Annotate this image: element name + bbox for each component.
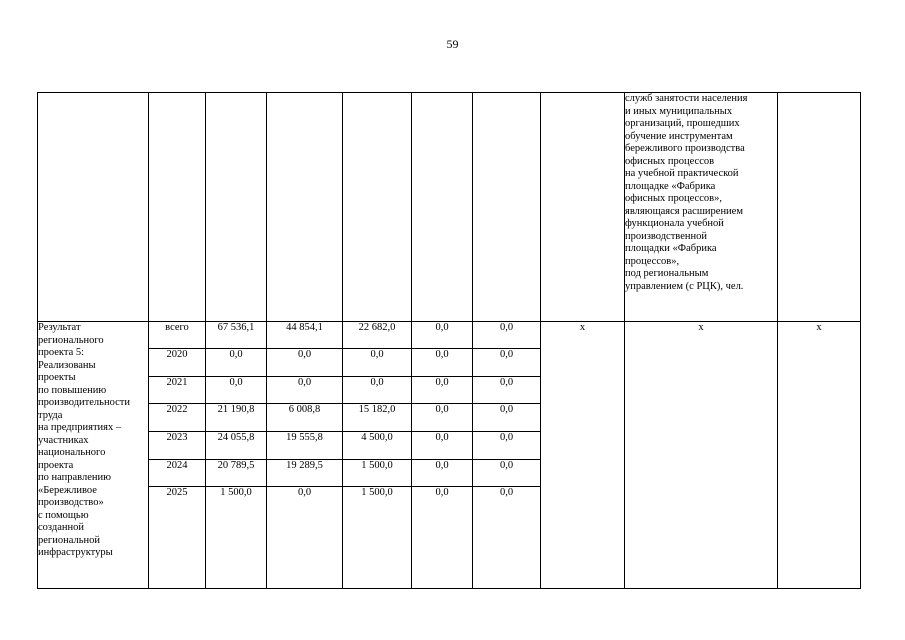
value-cell: 20 789,5 [206,460,267,487]
value-cell: 0,0 [412,460,473,487]
value-cell: 21 190,8 [206,404,267,432]
page-number: 59 [446,37,459,51]
value-cell: 15 182,0 [343,404,412,432]
x-mark: х [541,322,625,589]
value-cell: 1 500,0 [343,460,412,487]
value-cell: 0,0 [412,377,473,404]
value-cell: 0,0 [412,404,473,432]
year-cell: 2022 [149,404,206,432]
value-cell: 0,0 [267,349,343,377]
value-cell: 0,0 [343,349,412,377]
year-cell: всего [149,322,206,349]
value-cell: 0,0 [267,377,343,404]
value-cell: 0,0 [473,322,541,349]
value-cell: 0,0 [473,487,541,589]
result-label: Результат регионального проекта 5: Реализованы проекты по повышению производительности труда на предприятиях – участниках национального проекта по направлению «Бережливое производство» с помощью созданной региональной инфраструктуры [38,322,149,589]
value-cell: 0,0 [473,377,541,404]
value-cell: 1 500,0 [206,487,267,589]
value-cell: 24 055,8 [206,432,267,460]
value-cell: 0,0 [267,487,343,589]
value-cell: 0,0 [412,487,473,589]
value-cell: 6 008,8 [267,404,343,432]
value-cell: 19 555,8 [267,432,343,460]
value-cell: 0,0 [473,460,541,487]
year-cell: 2020 [149,349,206,377]
value-cell: 22 682,0 [343,322,412,349]
value-cell: 44 854,1 [267,322,343,349]
value-cell: 0,0 [473,404,541,432]
indicator-note: служб занятости населения и иных муниципальных организаций, прошедших обучение инструментам бережливого производства офисных процессов на учебной практической площадке «Фабрика офисных процессов», являющаяся расширением функционала учебной производственной площадки «Фабрика процессов», под региональным управлением (с РЦК), чел. [625,93,778,322]
value-cell: 67 536,1 [206,322,267,349]
year-cell: 2021 [149,377,206,404]
value-cell: 0,0 [412,432,473,460]
value-cell: 19 289,5 [267,460,343,487]
value-cell: 0,0 [206,349,267,377]
value-cell: 0,0 [343,377,412,404]
value-cell: 0,0 [412,322,473,349]
value-cell: 0,0 [206,377,267,404]
table-row [38,322,861,349]
x-mark: х [625,322,778,589]
budget-table [37,92,861,589]
x-mark: х [778,322,861,589]
value-cell: 0,0 [412,349,473,377]
continuation-row [38,93,861,322]
year-cell: 2023 [149,432,206,460]
value-cell: 1 500,0 [343,487,412,589]
year-cell: 2025 [149,487,206,589]
value-cell: 4 500,0 [343,432,412,460]
year-cell: 2024 [149,460,206,487]
value-cell: 0,0 [473,349,541,377]
value-cell: 0,0 [473,432,541,460]
